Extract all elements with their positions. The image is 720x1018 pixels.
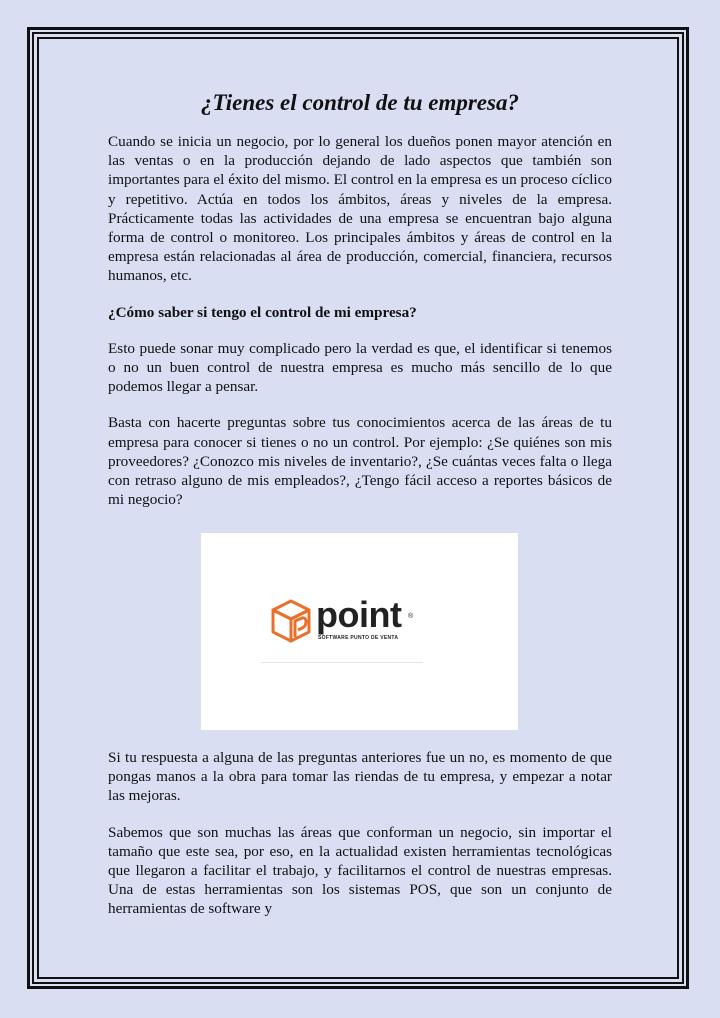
document-body-continued: [108, 748, 612, 936]
paragraph-call-to-action: Si tu respuesta a alguna de las preguntas anteriores fue un no, es momento de que pongas manos a la obra para tomar las riendas de tu empresa, y empezar a notar las mejoras.: [108, 749, 612, 805]
logo-registered-mark: ®: [408, 613, 414, 620]
paragraph-pos-systems: Sabemos que son muchas las áreas que conforman un negocio, sin importar el tamaño que este sea, por eso, en la actualidad existen herramientas tecnológicas que llegaron a facilitar el trabajo, y facilitarnos el control de nuestras empresas. Una de estas herramientas son los sistemas POS, que son un conjunto de herramientas de software y: [108, 823, 612, 918]
logo-divider: [261, 662, 423, 663]
document-title: ¿Tienes el control de tu empresa?: [201, 90, 519, 115]
paragraph-simple: Esto puede sonar muy complicado pero la verdad es que, el identificar si tenemos o no un buen control de nuestra empresa es mucho más sencillo de lo que podemos llegar a pensar.: [108, 339, 612, 396]
logo-tagline: SOFTWARE PUNTO DE VENTA: [318, 635, 399, 641]
document-body: [108, 88, 612, 526]
paragraph-intro: Cuando se inicia un negocio, por lo general los dueños ponen mayor atención en las ventas o en la producción dejando de lado aspectos que también son importantes para el éxito del mismo. El control en la empresa es un proceso cíclico y repetitivo. Actúa en todos los ámbitos, áreas y niveles de la empresa. Prácticamente todas las actividades de una empresa se encuentran bajo alguna forma de control o monitoreo. Los principales ámbitos y áreas de control en la empresa están relacionadas al área de producción, comercial, financiera, recursos humanos, etc.: [108, 133, 612, 285]
paragraph-questions: Basta con hacerte preguntas sobre tus conocimientos acerca de las áreas de tu empresa para conocer si tienes o no un control. Por ejemplo: ¿Se quiénes son mis proveedores? ¿Conozco mis niveles de inventario?, ¿Se cuántas veces falta o llega con retraso alguno de mis empleados?, ¿Tengo fácil acceso a reportes básicos de mi negocio?: [108, 414, 612, 509]
orange-box-p-icon: [271, 599, 311, 643]
logo-wordmark: point: [316, 594, 402, 635]
point-logo-image: [201, 533, 518, 730]
section-heading: ¿Cómo saber si tengo el control de mi empresa?: [108, 303, 417, 321]
